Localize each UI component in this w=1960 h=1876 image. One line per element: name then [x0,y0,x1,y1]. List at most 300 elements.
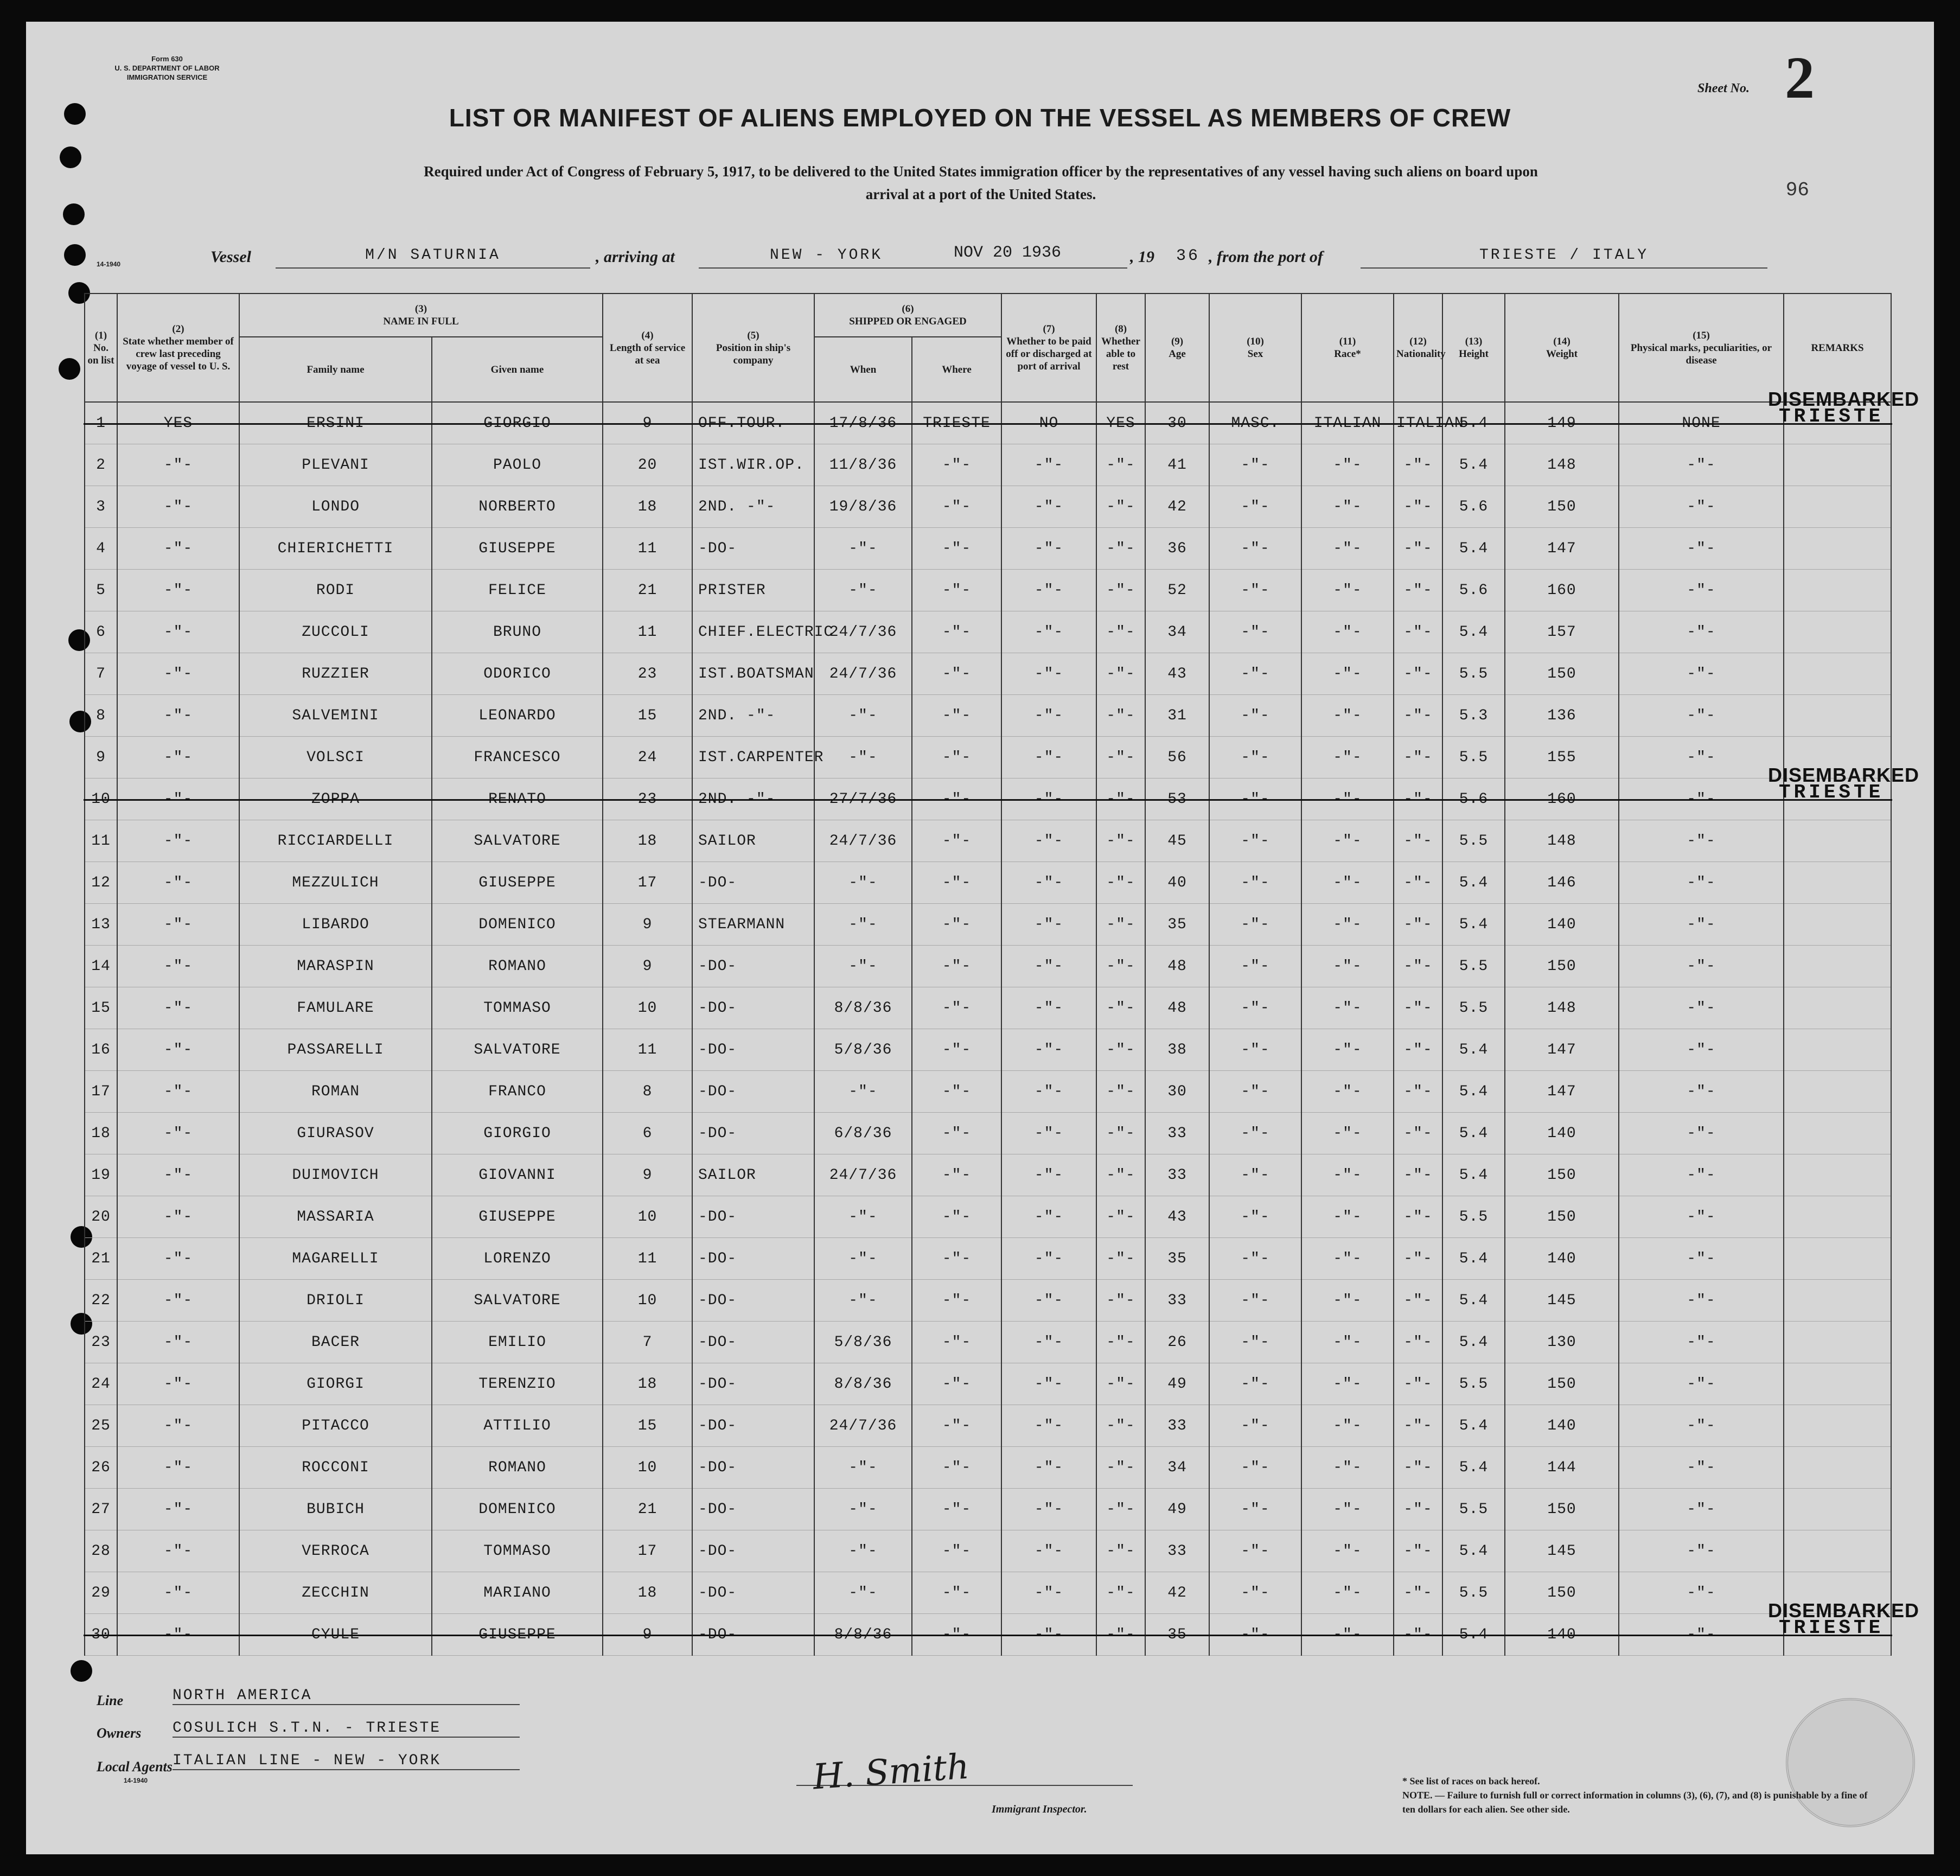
cell-previous-voyage: YES [117,402,239,444]
cell-position: -DO- [692,1489,814,1530]
cell-height: 5.5 [1442,1572,1505,1614]
cell-position: -DO- [692,1572,814,1614]
cell-family-name: DUIMOVICH [239,1154,432,1196]
cell-able-to-rest: -"- [1096,486,1145,528]
cell-paid-off: -"- [1001,779,1096,820]
cell-previous-voyage: -"- [117,570,239,611]
cell-shipped-when: 8/8/36 [814,1363,912,1405]
table-body [85,388,1920,1656]
cell-age: 31 [1145,695,1209,737]
col-given-name-header: Given name [432,337,603,402]
table-row [85,1280,1891,1322]
cell-shipped-where: -"- [912,1071,1001,1113]
cell-paid-off: -"- [1001,904,1096,946]
cell-able-to-rest: YES [1096,402,1145,444]
vessel-line [210,244,1784,274]
cell-length-of-service: 11 [603,611,692,653]
cell-physical-marks: -"- [1619,987,1784,1029]
cell-family-name: CHIERICHETTI [239,528,432,570]
cell-previous-voyage: -"- [117,486,239,528]
cell-shipped-where: -"- [912,737,1001,779]
cell-sex: -"- [1209,653,1301,695]
cell-shipped-when: 6/8/36 [814,1113,912,1154]
cell-nationality: -"- [1394,444,1442,486]
cell-paid-off: -"- [1001,946,1096,987]
cell-paid-off: -"- [1001,486,1096,528]
table-row [85,1196,1891,1238]
cell-weight: 149 [1505,402,1619,444]
table-row [85,528,1891,570]
cell-paid-off: -"- [1001,1572,1096,1614]
cell-paid-off: NO [1001,402,1096,444]
cell-remarks [1784,1238,1891,1280]
cell-shipped-when: -"- [814,1280,912,1322]
stamp-line-1: DISEMBARKED [1768,388,1920,410]
inspector-label: Immigrant Inspector. [992,1803,1087,1815]
cell-nationality: -"- [1394,1530,1442,1572]
cell-remarks [1784,444,1891,486]
cell-physical-marks: -"- [1619,862,1784,904]
cell-position: -DO- [692,1071,814,1113]
cell-family-name: BACER [239,1322,432,1363]
cell-weight: 140 [1505,1113,1619,1154]
cell-able-to-rest: -"- [1096,737,1145,779]
cell-row-number: 15 [85,987,117,1029]
cell-sex: -"- [1209,904,1301,946]
footer-form-code: 14-1940 [124,1777,148,1784]
cell-previous-voyage: -"- [117,1530,239,1572]
cell-sex: -"- [1209,1363,1301,1405]
cell-shipped-when: 24/7/36 [814,611,912,653]
cell-length-of-service: 23 [603,779,692,820]
table-row [85,486,1891,528]
cell-family-name: BUBICH [239,1489,432,1530]
table-row [85,444,1891,486]
cell-able-to-rest: -"- [1096,1363,1145,1405]
col-remarks-header: REMARKS [1784,293,1891,402]
cell-paid-off: -"- [1001,1280,1096,1322]
cell-position: -DO- [692,946,814,987]
cell-sex: -"- [1209,1489,1301,1530]
punch-hole [63,203,85,225]
cell-row-number: 1 [85,402,117,444]
cell-given-name: SALVATORE [432,1280,603,1322]
cell-sex: -"- [1209,695,1301,737]
cell-able-to-rest: -"- [1096,862,1145,904]
cell-position: -DO- [692,1322,814,1363]
cell-sex: -"- [1209,1405,1301,1447]
cell-previous-voyage: -"- [117,1363,239,1405]
cell-family-name: MASSARIA [239,1196,432,1238]
from-label: , from the port of [1209,248,1323,266]
cell-position: IST.WIR.OP. [692,444,814,486]
page-subtitle [124,160,1838,206]
cell-shipped-when: -"- [814,946,912,987]
form-identifier [64,54,270,82]
cell-position: PRISTER [692,570,814,611]
cell-family-name: GIURASOV [239,1113,432,1154]
cell-age: 33 [1145,1530,1209,1572]
cell-sex: -"- [1209,1530,1301,1572]
cell-age: 33 [1145,1280,1209,1322]
cell-nationality: -"- [1394,1238,1442,1280]
cell-physical-marks: -"- [1619,1280,1784,1322]
cell-height: 5.4 [1442,1530,1505,1572]
cell-shipped-where: -"- [912,653,1001,695]
cell-previous-voyage: -"- [117,1238,239,1280]
cell-shipped-when: -"- [814,1196,912,1238]
cell-remarks [1784,946,1891,987]
cell-race: -"- [1301,862,1394,904]
cell-shipped-where: -"- [912,1572,1001,1614]
cell-nationality: -"- [1394,1280,1442,1322]
cell-race: -"- [1301,1280,1394,1322]
cell-remarks [1784,1530,1891,1572]
cell-height: 5.4 [1442,1113,1505,1154]
cell-weight: 147 [1505,1029,1619,1071]
cell-family-name: ROCCONI [239,1447,432,1489]
crew-table [84,293,1920,1656]
cell-nationality: -"- [1394,779,1442,820]
cell-given-name: PAOLO [432,444,603,486]
cell-remarks [1768,1599,1920,1656]
cell-given-name: SALVATORE [432,820,603,862]
cell-height: 5.4 [1442,528,1505,570]
cell-previous-voyage: -"- [117,820,239,862]
cell-shipped-where: -"- [912,1280,1001,1322]
cell-remarks [1784,695,1891,737]
cell-nationality: ITALIAN [1394,402,1442,444]
from-port: TRIESTE / ITALY [1361,247,1767,269]
cell-nationality: -"- [1394,1405,1442,1447]
cell-age: 36 [1145,528,1209,570]
cell-row-number: 9 [85,737,117,779]
cell-length-of-service: 6 [603,1113,692,1154]
cell-weight: 146 [1505,862,1619,904]
cell-family-name: RODI [239,570,432,611]
cell-previous-voyage: -"- [117,444,239,486]
cell-weight: 150 [1505,486,1619,528]
cell-shipped-where: -"- [912,1447,1001,1489]
cell-race: -"- [1301,611,1394,653]
cell-sex: -"- [1209,779,1301,820]
cell-race: -"- [1301,1405,1394,1447]
cell-height: 5.4 [1442,402,1505,444]
cell-remarks [1784,987,1891,1029]
cell-remarks [1784,528,1891,570]
cell-paid-off: -"- [1001,570,1096,611]
agents-value: ITALIAN LINE - NEW - YORK [173,1752,520,1770]
col-no-header: (1) No. on list [85,293,117,402]
cell-previous-voyage: -"- [117,1196,239,1238]
table-row [85,1530,1891,1572]
cell-race: -"- [1301,1572,1394,1614]
cell-height: 5.4 [1442,1154,1505,1196]
cell-able-to-rest: -"- [1096,1113,1145,1154]
cell-weight: 140 [1505,1614,1619,1656]
stamp-line-1: DISEMBARKED [1768,764,1920,786]
cell-height: 5.4 [1442,611,1505,653]
cell-family-name: LIBARDO [239,904,432,946]
cell-family-name: ZUCCOLI [239,611,432,653]
cell-length-of-service: 10 [603,1447,692,1489]
cell-paid-off: -"- [1001,1405,1096,1447]
cell-given-name: ODORICO [432,653,603,695]
cell-position: -DO- [692,528,814,570]
vessel-label: Vessel [210,248,251,266]
cell-age: 49 [1145,1363,1209,1405]
cell-given-name: ROMANO [432,1447,603,1489]
col-position-header: (5) Position in ship's company [692,293,814,402]
cell-position: CHIEF.ELECTRIC [692,611,814,653]
table-row [85,695,1891,737]
cell-given-name: GIUSEPPE [432,862,603,904]
cell-shipped-where: -"- [912,1322,1001,1363]
cell-position: -DO- [692,1405,814,1447]
cell-family-name: RICCIARDELLI [239,820,432,862]
cell-weight: 136 [1505,695,1619,737]
cell-nationality: -"- [1394,1071,1442,1113]
cell-race: -"- [1301,1029,1394,1071]
cell-weight: 148 [1505,444,1619,486]
cell-family-name: LONDO [239,486,432,528]
cell-length-of-service: 9 [603,1614,692,1656]
cell-previous-voyage: -"- [117,946,239,987]
cell-paid-off: -"- [1001,1530,1096,1572]
cell-weight: 148 [1505,820,1619,862]
cell-shipped-when: -"- [814,570,912,611]
cell-length-of-service: 18 [603,820,692,862]
cell-paid-off: -"- [1001,444,1096,486]
col-nationality-header: (12) Nationality [1394,293,1442,402]
cell-able-to-rest: -"- [1096,779,1145,820]
form-code: 14-1940 [97,260,121,268]
cell-previous-voyage: -"- [117,611,239,653]
cell-length-of-service: 11 [603,528,692,570]
cell-previous-voyage: -"- [117,653,239,695]
cell-given-name: GIOVANNI [432,1154,603,1196]
cell-age: 41 [1145,444,1209,486]
date-underline [954,247,1127,269]
cell-previous-voyage: -"- [117,779,239,820]
cell-given-name: GIUSEPPE [432,528,603,570]
cell-able-to-rest: -"- [1096,444,1145,486]
col-age-header: (9) Age [1145,293,1209,402]
date-stamp: NOV 20 1936 [954,244,1062,262]
cell-position: 2ND. -"- [692,486,814,528]
cell-able-to-rest: -"- [1096,1238,1145,1280]
table-row [85,904,1891,946]
cell-nationality: -"- [1394,904,1442,946]
cell-paid-off: -"- [1001,1154,1096,1196]
cell-remarks [1784,1154,1891,1196]
cell-weight: 150 [1505,1196,1619,1238]
cell-position: STEARMANN [692,904,814,946]
cell-age: 45 [1145,820,1209,862]
cell-nationality: -"- [1394,1447,1442,1489]
cell-shipped-where: -"- [912,904,1001,946]
cell-paid-off: -"- [1001,1322,1096,1363]
cell-race: -"- [1301,486,1394,528]
cell-length-of-service: 21 [603,570,692,611]
cell-able-to-rest: -"- [1096,904,1145,946]
col-previous-voyage-header: (2) State whether member of crew last preceding voyage of vessel to U. S. [117,293,239,402]
cell-shipped-where: -"- [912,695,1001,737]
cell-weight: 150 [1505,1572,1619,1614]
cell-height: 5.4 [1442,1238,1505,1280]
cell-age: 38 [1145,1029,1209,1071]
cell-physical-marks: -"- [1619,611,1784,653]
cell-sex: -"- [1209,946,1301,987]
table-header [85,293,1891,402]
cell-able-to-rest: -"- [1096,1405,1145,1447]
cell-nationality: -"- [1394,1154,1442,1196]
cell-paid-off: -"- [1001,1238,1096,1280]
cell-given-name: EMILIO [432,1322,603,1363]
cell-family-name: VERROCA [239,1530,432,1572]
cell-age: 35 [1145,1614,1209,1656]
cell-sex: -"- [1209,1113,1301,1154]
cell-height: 5.5 [1442,1363,1505,1405]
cell-age: 33 [1145,1113,1209,1154]
manifest-sheet [26,22,1934,1854]
cell-race: -"- [1301,1154,1394,1196]
cell-position: OFF.TOUR. [692,402,814,444]
cell-row-number: 13 [85,904,117,946]
cell-shipped-when: -"- [814,528,912,570]
cell-height: 5.5 [1442,653,1505,695]
cell-physical-marks: -"- [1619,1405,1784,1447]
cell-previous-voyage: -"- [117,1572,239,1614]
cell-age: 43 [1145,1196,1209,1238]
cell-previous-voyage: -"- [117,1071,239,1113]
cell-shipped-when: 24/7/36 [814,820,912,862]
cell-able-to-rest: -"- [1096,570,1145,611]
cell-given-name: LEONARDO [432,695,603,737]
table-row [85,1154,1891,1196]
department-name: U. S. DEPARTMENT OF LABOR [114,64,220,72]
cell-sex: -"- [1209,528,1301,570]
table-row [85,1363,1891,1405]
cell-sex: -"- [1209,987,1301,1029]
cell-race: -"- [1301,737,1394,779]
cell-remarks [1784,820,1891,862]
cell-race: -"- [1301,904,1394,946]
disembarked-stamp [1768,764,1920,803]
cell-race: -"- [1301,946,1394,987]
cell-physical-marks: -"- [1619,653,1784,695]
cell-given-name: FELICE [432,570,603,611]
cell-shipped-when: -"- [814,1489,912,1530]
cell-previous-voyage: -"- [117,1322,239,1363]
cell-nationality: -"- [1394,987,1442,1029]
cell-height: 5.3 [1442,695,1505,737]
cell-physical-marks: -"- [1619,1614,1784,1656]
cell-row-number: 27 [85,1489,117,1530]
cell-given-name: ROMANO [432,946,603,987]
cell-age: 42 [1145,1572,1209,1614]
cell-paid-off: -"- [1001,737,1096,779]
cell-shipped-when: -"- [814,1572,912,1614]
cell-paid-off: -"- [1001,1363,1096,1405]
cell-nationality: -"- [1394,1363,1442,1405]
cell-physical-marks: -"- [1619,1322,1784,1363]
cell-length-of-service: 9 [603,402,692,444]
cell-family-name: MEZZULICH [239,862,432,904]
cell-shipped-where: -"- [912,1029,1001,1071]
cell-sex: -"- [1209,1029,1301,1071]
cell-shipped-when: 24/7/36 [814,653,912,695]
cell-given-name: FRANCO [432,1071,603,1113]
cell-age: 26 [1145,1322,1209,1363]
cell-shipped-when: -"- [814,1447,912,1489]
cell-height: 5.6 [1442,486,1505,528]
cell-remarks [1784,1447,1891,1489]
cell-weight: 130 [1505,1322,1619,1363]
cell-age: 34 [1145,1447,1209,1489]
cell-row-number: 17 [85,1071,117,1113]
cell-given-name: BRUNO [432,611,603,653]
races-note: * See list of races on back hereof. [1402,1776,1540,1786]
col-when-header: When [814,337,912,402]
cell-shipped-where: -"- [912,820,1001,862]
cell-sex: -"- [1209,820,1301,862]
cell-remarks [1784,1071,1891,1113]
cell-age: 35 [1145,1238,1209,1280]
cell-remarks [1784,570,1891,611]
cell-family-name: PITACCO [239,1405,432,1447]
cell-row-number: 26 [85,1447,117,1489]
cell-height: 5.5 [1442,820,1505,862]
cell-able-to-rest: -"- [1096,1322,1145,1363]
cell-weight: 140 [1505,1238,1619,1280]
cell-paid-off: -"- [1001,1196,1096,1238]
cell-age: 35 [1145,904,1209,946]
cell-family-name: FAMULARE [239,987,432,1029]
cell-given-name: TERENZIO [432,1363,603,1405]
cell-race: -"- [1301,653,1394,695]
punch-hole [64,244,86,266]
cell-family-name: PLEVANI [239,444,432,486]
cell-race: ITALIAN [1301,402,1394,444]
cell-length-of-service: 18 [603,1572,692,1614]
cell-able-to-rest: -"- [1096,1530,1145,1572]
cell-sex: -"- [1209,737,1301,779]
cell-able-to-rest: -"- [1096,653,1145,695]
cell-length-of-service: 15 [603,695,692,737]
cell-age: 40 [1145,862,1209,904]
table-row [85,862,1891,904]
cell-previous-voyage: -"- [117,987,239,1029]
cell-able-to-rest: -"- [1096,1196,1145,1238]
cell-height: 5.4 [1442,1280,1505,1322]
cell-previous-voyage: -"- [117,1113,239,1154]
cell-length-of-service: 9 [603,904,692,946]
cell-sex: -"- [1209,1572,1301,1614]
stamp-line-1: DISEMBARKED [1768,1599,1920,1622]
cell-shipped-where: -"- [912,1113,1001,1154]
cell-shipped-when: 19/8/36 [814,486,912,528]
cell-nationality: -"- [1394,1029,1442,1071]
cell-able-to-rest: -"- [1096,987,1145,1029]
owners-value: COSULICH S.T.N. - TRIESTE [173,1720,520,1738]
col-marks-header: (15) Physical marks, peculiarities, or disease [1619,293,1784,402]
penalty-note: NOTE. — Failure to furnish full or correct information in columns (3), (6), (7), and (8) is punishable by a fine of ten dollars for each alien. See other side. [1402,1790,1868,1815]
cell-row-number: 20 [85,1196,117,1238]
cell-age: 42 [1145,486,1209,528]
cell-given-name: GIORGIO [432,402,603,444]
cell-remarks [1784,1363,1891,1405]
